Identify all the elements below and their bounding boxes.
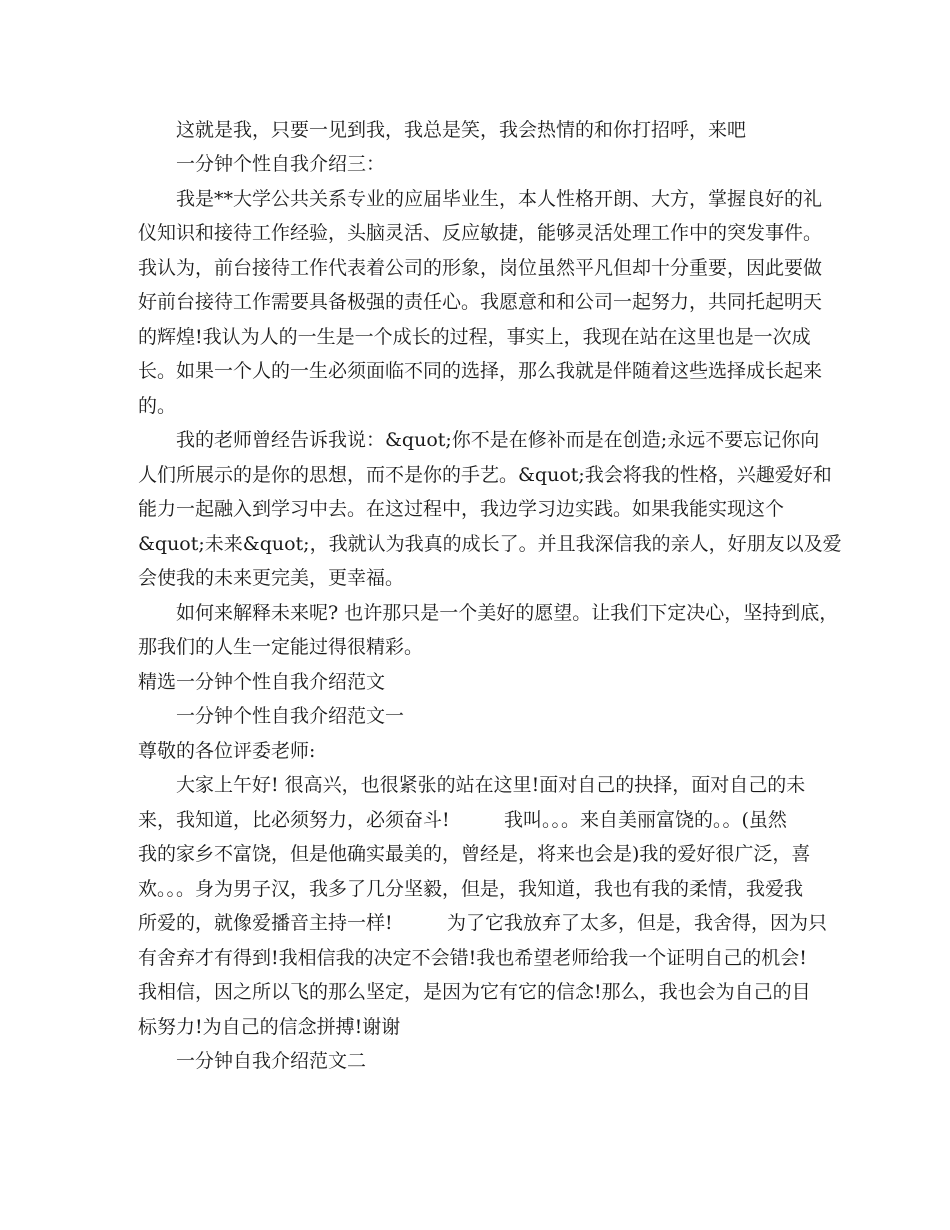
- text-line: 仪知识和接待工作经验，头脑灵活、反应敏捷，能够灵活处理工作中的突发事件。: [138, 222, 823, 244]
- text-line: 标努力!为自己的信念拼搏!谢谢: [138, 1016, 401, 1038]
- text-line: &quot;未来&quot;，我就认为我真的成长了。并且我深信我的亲人，好朋友以及爱: [138, 533, 842, 555]
- text-line: 如何来解释未来呢? 也许那只是一个美好的愿望。让我们下定决心，坚持到底，: [176, 602, 839, 624]
- text-line: 好前台接待工作需要具备极强的责任心。我愿意和和公司一起努力，共同托起明天: [138, 291, 823, 313]
- text-line: 的辉煌!我认为人的一生是一个成长的过程，事实上，我现在站在这里也是一次成: [138, 326, 811, 348]
- text-line: 这就是我，只要一见到我，我总是笑，我会热情的和你打招呼，来吧: [176, 119, 747, 141]
- text-line: 我认为，前台接待工作代表着公司的形象，岗位虽然平凡但却十分重要，因此要做: [138, 257, 823, 279]
- text-line: 那我们的人生一定能过得很精彩。: [138, 636, 424, 658]
- text-line: 欢。。。身为男子汉，我多了几分坚毅，但是，我知道，我也有我的柔情，我爱我: [138, 878, 804, 900]
- text-line: 我相信，因之所以飞的那么坚定，是因为它有它的信念!那么，我也会为自己的目: [138, 981, 811, 1003]
- text-line: 长。如果一个人的一生必须面临不同的选择，那么我就是伴随着这些选择成长起来: [138, 360, 823, 382]
- section-heading: 精选一分钟个性自我介绍范文: [138, 671, 386, 693]
- text-line: 有舍弃才有得到!我相信我的决定不会错!我也希望老师给我一个证明自己的机会!: [138, 947, 807, 969]
- section-heading: 一分钟个性自我介绍范文一: [176, 705, 405, 727]
- text-line: 人们所展示的是你的思想，而不是你的手艺。&quot;我会将我的性格，兴趣爱好和: [138, 464, 832, 486]
- text-line: 能力一起融入到学习中去。在这过程中，我边学习边实践。如果我能实现这个: [138, 498, 785, 520]
- text-line: 我的家乡不富饶，但是他确实最美的，曾经是，将来也会是)我的爱好很广泛，喜: [138, 843, 811, 865]
- salutation: 尊敬的各位评委老师:: [138, 740, 316, 762]
- text-line: 我是**大学公共关系专业的应届毕业生，本人性格开朗、大方，掌握良好的礼: [176, 188, 823, 210]
- text-line: 来，我知道，比必须努力，必须奋斗! 我叫。。。来自美丽富饶的。。(虽然: [138, 809, 787, 831]
- text-line: 的。: [138, 395, 177, 417]
- section-heading: 一分钟自我介绍范文二: [176, 1050, 367, 1072]
- text-line: 所爱的，就像爱播音主持一样! 为了它我放弃了太多，但是，我舍得，因为只: [138, 912, 827, 934]
- text-line: 我的老师曾经告诉我说：&quot;你不是在修补而是在创造;永远不要忘记你向: [176, 429, 820, 451]
- text-line: 会使我的未来更完美，更幸福。: [138, 567, 405, 589]
- section-heading: 一分钟个性自我介绍三：: [176, 153, 386, 175]
- text-line: 大家上午好! 很高兴，也很紧张的站在这里!面对自己的抉择，面对自己的未: [176, 774, 806, 796]
